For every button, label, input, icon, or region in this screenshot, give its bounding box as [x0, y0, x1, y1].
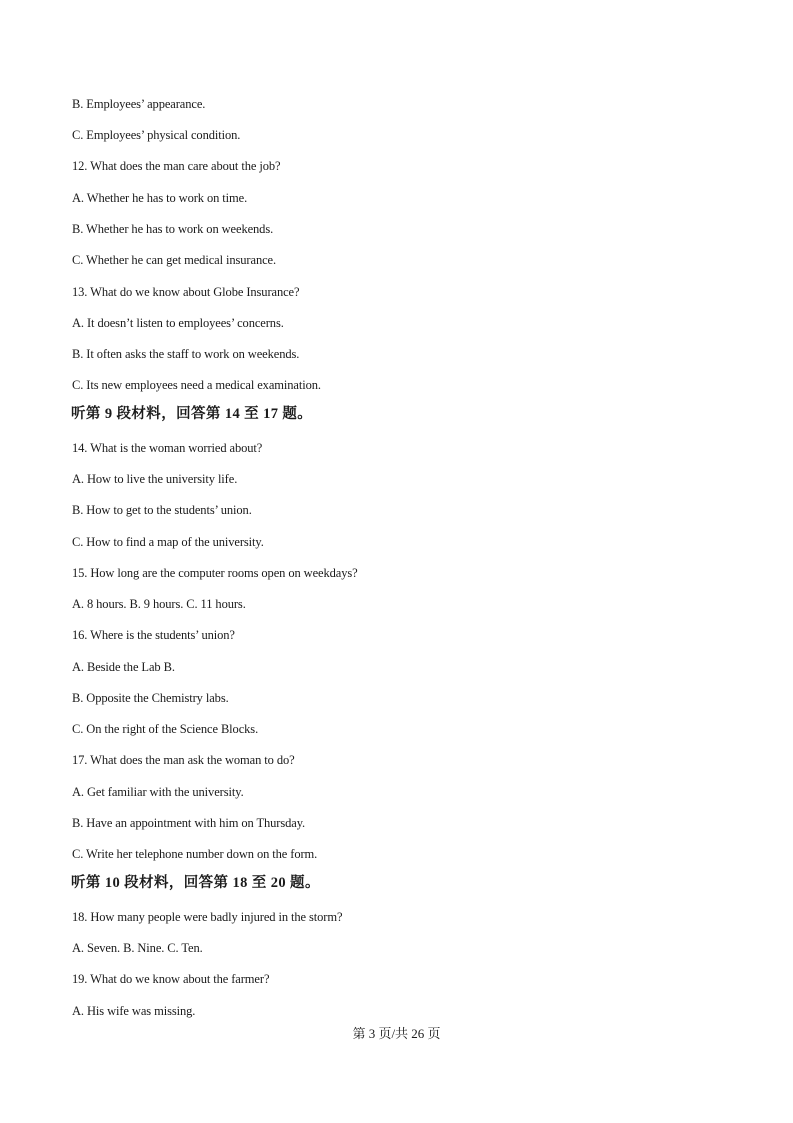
answer-option: A. Whether he has to work on time. [72, 191, 248, 205]
answer-option: B. Opposite the Chemistry labs. [72, 691, 229, 705]
answer-option: C. Write her telephone number down on the form. [72, 847, 318, 861]
answer-option: B. Have an appointment with him on Thursday. [72, 816, 306, 830]
section-heading: 听第 10 段材料，回答第 18 至 20 题。 [71, 875, 320, 891]
answer-option: C. Whether he can get medical insurance. [72, 253, 277, 267]
answer-option: B. Whether he has to work on weekends. [72, 222, 274, 236]
question-14: 14. What is the woman worried about? [72, 441, 263, 455]
question-12: 12. What does the man care about the job? [72, 159, 281, 173]
answer-option: B. It often asks the staff to work on weekends. [72, 347, 300, 361]
answer-option: A. It doesn’t listen to employees’ concerns. [72, 316, 284, 330]
question-17: 17. What does the man ask the woman to do? [72, 753, 295, 767]
question-19: 19. What do we know about the farmer? [72, 972, 270, 986]
section-heading: 听第 9 段材料，回答第 14 至 17 题。 [71, 406, 313, 422]
question-13: 13. What do we know about Globe Insurance? [72, 285, 300, 299]
answer-option: A. Get familiar with the university. [72, 785, 244, 799]
page-number-footer: 第 3 页/共 26 页 [352, 1026, 441, 1041]
answer-option: A. His wife was missing. [72, 1004, 196, 1018]
answer-options-inline: A. 8 hours. B. 9 hours. C. 11 hours. [72, 597, 246, 611]
answer-option: C. Employees’ physical condition. [72, 128, 241, 142]
question-15: 15. How long are the computer rooms open on weekdays? [72, 566, 358, 580]
answer-options-inline: A. Seven. B. Nine. C. Ten. [72, 941, 203, 955]
answer-option: B. Employees’ appearance. [72, 97, 206, 111]
answer-option: C. On the right of the Science Blocks. [72, 722, 259, 736]
answer-option: C. How to find a map of the university. [72, 535, 264, 549]
question-16: 16. Where is the students’ union? [72, 628, 235, 642]
answer-option: A. Beside the Lab B. [72, 660, 175, 674]
answer-option: C. Its new employees need a medical examination. [72, 378, 321, 392]
answer-option: A. How to live the university life. [72, 472, 238, 486]
answer-option: B. How to get to the students’ union. [72, 503, 252, 517]
question-18: 18. How many people were badly injured in the storm? [72, 910, 343, 924]
